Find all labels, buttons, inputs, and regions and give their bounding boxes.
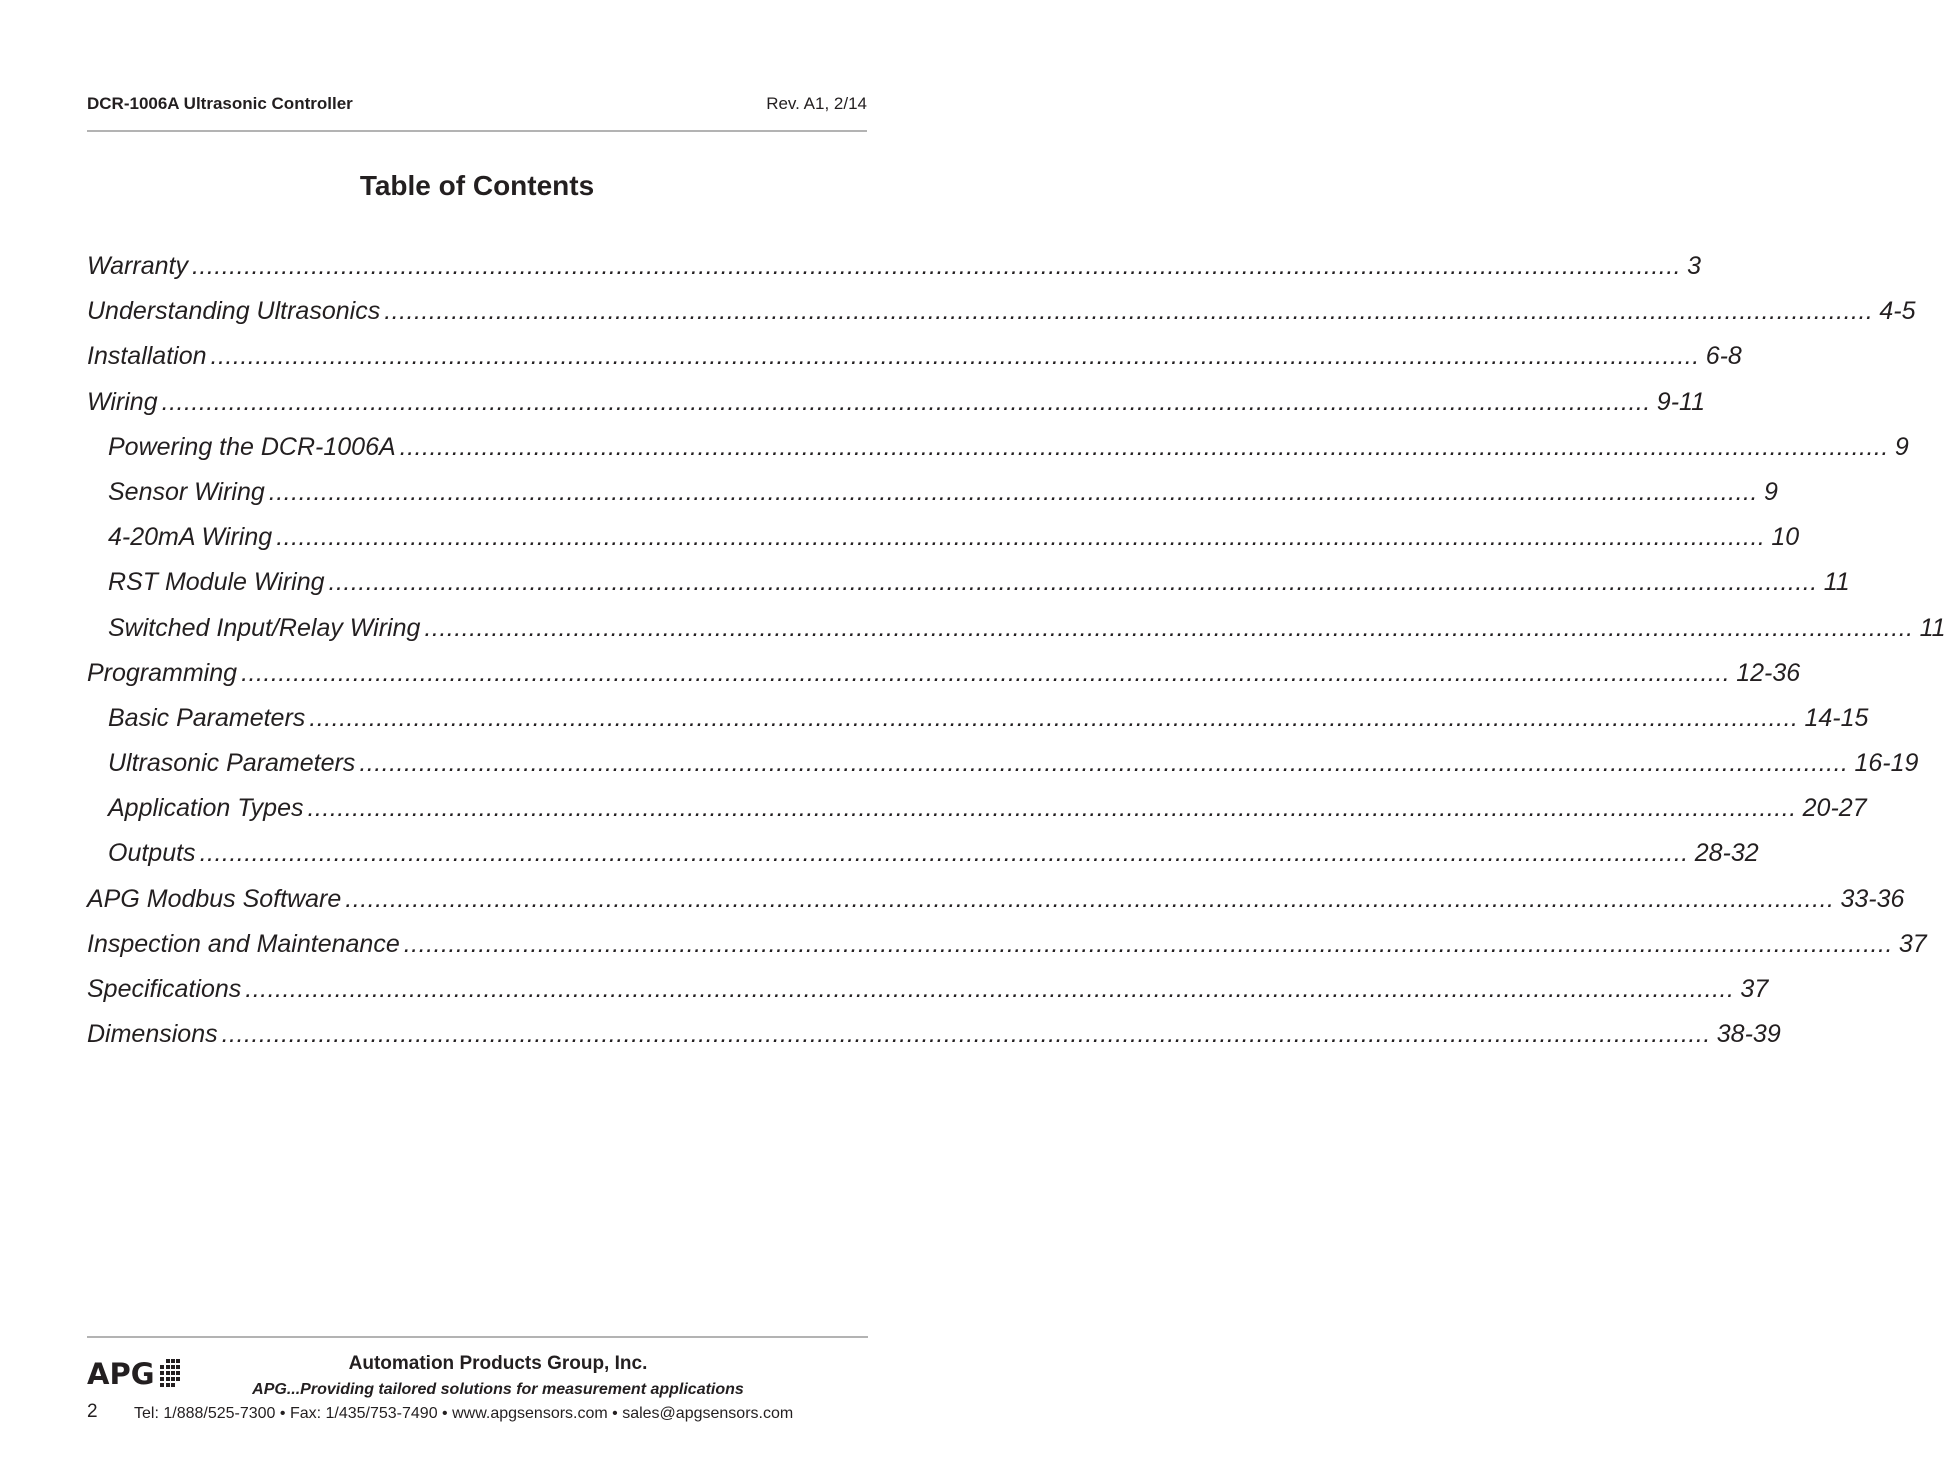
toc-entry [87, 608, 1946, 653]
toc-entry-label: Ultrasonic Parameters [108, 749, 356, 778]
toc-entry-label: Switched Input/Relay Wiring [108, 613, 421, 642]
toc-entry-label: Outputs [108, 839, 196, 868]
toc-entry-page: 37 [1898, 929, 1927, 958]
page-number: 2 [87, 1401, 98, 1422]
toc-entry [87, 653, 1801, 698]
toc-entry-page: 9 [1763, 477, 1778, 506]
page-header [87, 94, 867, 118]
toc-entry-page: 20-27 [1802, 794, 1867, 823]
toc-entry-page: 11 [1823, 568, 1850, 597]
toc-entry [87, 743, 1919, 788]
toc-dot-leader: ........................................................................................................................................................................................................ [161, 387, 1651, 416]
toc-dot-leader: ........................................................................................................................................................................................................ [309, 703, 1799, 732]
toc-entry [87, 1014, 1781, 1059]
toc-entry-page: 14-15 [1804, 703, 1869, 732]
company-name: Automation Products Group, Inc. [348, 1353, 648, 1374]
toc-entry-page: 12-36 [1736, 658, 1801, 687]
toc-entry-label: APG Modbus Software [87, 884, 342, 913]
toc-dot-leader: ........................................................................................................................................................................................................ [210, 342, 1700, 371]
toc-entry-label: Inspection and Maintenance [87, 929, 400, 958]
toc-dot-leader: ........................................................................................................................................................................................................ [307, 794, 1797, 823]
toc-entry [87, 969, 1769, 1014]
toc-entry-label: Programming [87, 658, 238, 687]
toc-entry-label: Powering the DCR-1006A [108, 432, 396, 461]
toc-dot-leader: ........................................................................................................................................................................................................ [384, 297, 1874, 326]
toc-entry [87, 246, 1702, 291]
toc-entry-label: Basic Parameters [108, 703, 306, 732]
toc-entry [87, 382, 1705, 427]
toc-entry-label: Sensor Wiring [108, 477, 265, 506]
table-of-contents [87, 246, 1946, 1059]
toc-entry-page: 28-32 [1694, 839, 1759, 868]
toc-dot-leader: ........................................................................................................................................................................................................ [191, 252, 1682, 280]
footer-divider [87, 1336, 868, 1338]
toc-dot-leader: ........................................................................................................................................................................................................ [268, 477, 1758, 506]
toc-entry-label: RST Module Wiring [108, 568, 325, 597]
toc-entry-page: 3 [1687, 252, 1702, 280]
toc-entry [87, 472, 1778, 517]
page-title: Table of Contents [359, 170, 595, 201]
toc-entry-page: 38-39 [1716, 1020, 1781, 1049]
toc-dot-leader: ........................................................................................................................................................................................................ [221, 1020, 1711, 1049]
toc-entry [87, 698, 1869, 743]
contact-info: Tel: 1/888/525-7300 • Fax: 1/435/753-7490 • www.apgsensors.com • sales@apgsensors.com [134, 1405, 794, 1422]
toc-dot-leader: ........................................................................................................................................................................................................ [345, 884, 1835, 913]
toc-dot-leader: ........................................................................................................................................................................................................ [403, 929, 1893, 958]
toc-entry-page: 33-36 [1840, 884, 1905, 913]
toc-entry-label: Understanding Ultrasonics [87, 297, 381, 326]
toc-entry-label: Wiring [87, 387, 158, 416]
toc-dot-leader: ........................................................................................................................................................................................................ [245, 975, 1735, 1003]
toc-entry-label: Application Types [108, 794, 304, 823]
toc-entry [87, 924, 1927, 969]
toc-entry [87, 562, 1850, 607]
toc-dot-leader: ........................................................................................................................................................................................................ [399, 432, 1889, 461]
toc-entry-page: 4-5 [1879, 297, 1916, 326]
toc-entry-page: 16-19 [1854, 749, 1919, 778]
toc-entry [87, 336, 1742, 381]
toc-entry-page: 9 [1894, 432, 1909, 461]
toc-dot-leader: ........................................................................................................................................................................................................ [424, 613, 1914, 642]
toc-dot-leader: ........................................................................................................................................................................................................ [328, 568, 1818, 597]
revision-label: Rev. A1, 2/14 [766, 94, 867, 113]
toc-entry [87, 291, 1916, 336]
toc-entry-page: 10 [1771, 523, 1800, 552]
toc-dot-leader: ........................................................................................................................................................................................................ [199, 839, 1689, 868]
toc-entry-page: 11 [1919, 613, 1946, 642]
toc-dot-leader: ........................................................................................................................................................................................................ [276, 523, 1766, 552]
toc-dot-leader: ........................................................................................................................................................................................................ [359, 749, 1849, 778]
logo-text: APG [87, 1357, 155, 1391]
company-tagline: APG...Providing tailored solutions for measurement applications [252, 1381, 744, 1398]
toc-entry [87, 879, 1905, 924]
toc-entry-page: 9-11 [1656, 387, 1705, 416]
document-title: DCR-1006A Ultrasonic Controller [87, 94, 353, 113]
header-divider [87, 130, 867, 132]
toc-dot-leader: ........................................................................................................................................................................................................ [241, 658, 1731, 687]
toc-entry-label: Specifications [87, 975, 242, 1003]
toc-entry-label: 4-20mA Wiring [108, 523, 273, 552]
toc-entry [87, 833, 1759, 878]
toc-entry [87, 427, 1909, 472]
toc-entry-label: Warranty [87, 252, 188, 280]
toc-entry-page: 6-8 [1705, 342, 1742, 371]
toc-entry [87, 517, 1800, 562]
toc-entry-label: Dimensions [87, 1020, 218, 1049]
toc-entry [87, 788, 1867, 833]
toc-entry-page: 37 [1740, 975, 1769, 1003]
toc-entry-label: Installation [87, 342, 207, 371]
